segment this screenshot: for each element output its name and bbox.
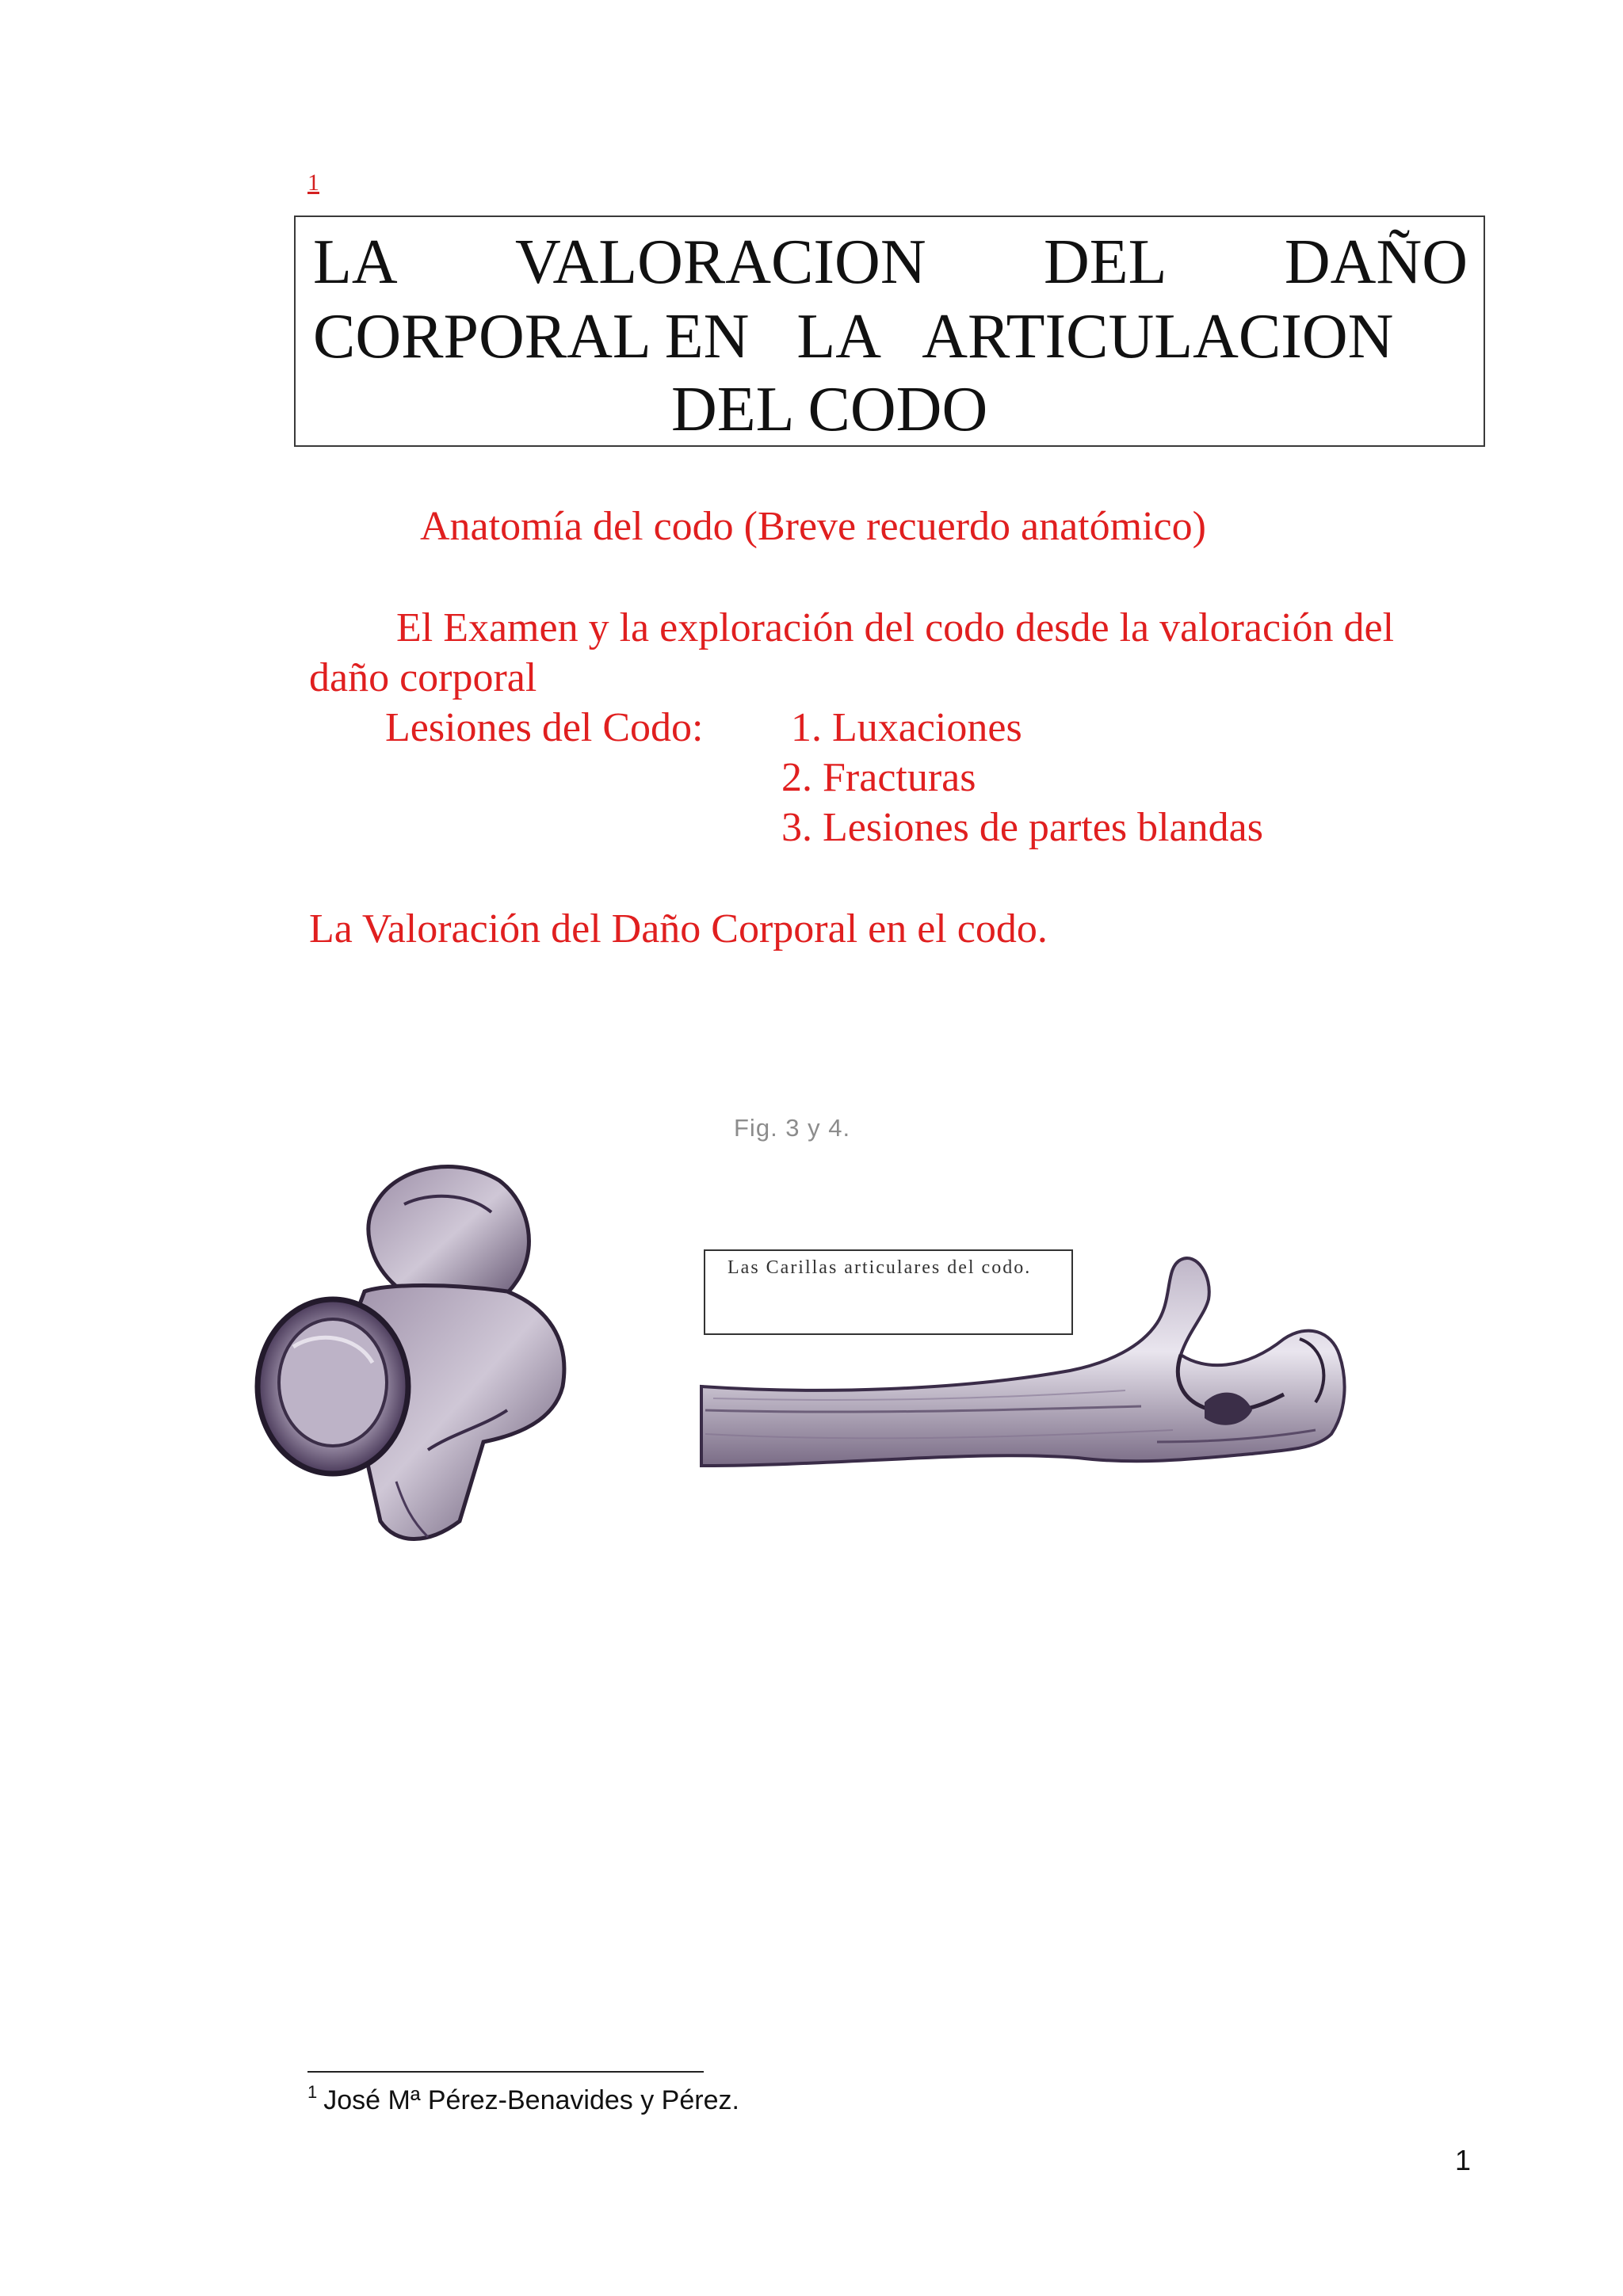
humerus-illustration [246,1149,634,1553]
section-anatomy: Anatomía del codo (Breve recuerdo anatómico) [420,504,1206,549]
footnote-reference[interactable]: 1 [307,170,319,196]
lesion-item: 3. Lesiones de partes blandas [781,805,1263,850]
footnote [307,2082,739,2116]
footnote-text: José Mª Pérez-Benavides y Pérez. [323,2085,739,2115]
title-line-1 [313,225,1468,299]
title-word: LA [313,227,398,297]
title-line-2: CORPORAL EN LA ARTICULACION [313,302,1394,372]
section-valuation: La Valoración del Daño Corporal en el codo. [309,906,1048,952]
footnote-marker: 1 [307,2082,318,2102]
figure-label: Fig. 3 y 4. [734,1114,851,1142]
lesions-label: Lesiones del Codo: [385,705,704,750]
title-line-3: DEL CODO [671,375,988,444]
figure-caption: Las Carillas articulares del codo. [727,1257,1032,1278]
title-word: DEL [1043,227,1167,297]
title-word: VALORACION [515,227,926,297]
title-word: DAÑO [1284,227,1468,297]
lesion-item: 1. Luxaciones [791,705,1022,750]
page-number: 1 [1455,2144,1472,2176]
section-exam-line-2: daño corporal [309,655,537,700]
section-exam-line-1: El Examen y la exploración del codo desde la valoración del [396,605,1395,650]
footnote-separator [307,2071,704,2073]
lesion-item: 2. Fracturas [781,755,976,800]
ulna-illustration [697,1252,1395,1521]
title-box [294,215,1485,447]
